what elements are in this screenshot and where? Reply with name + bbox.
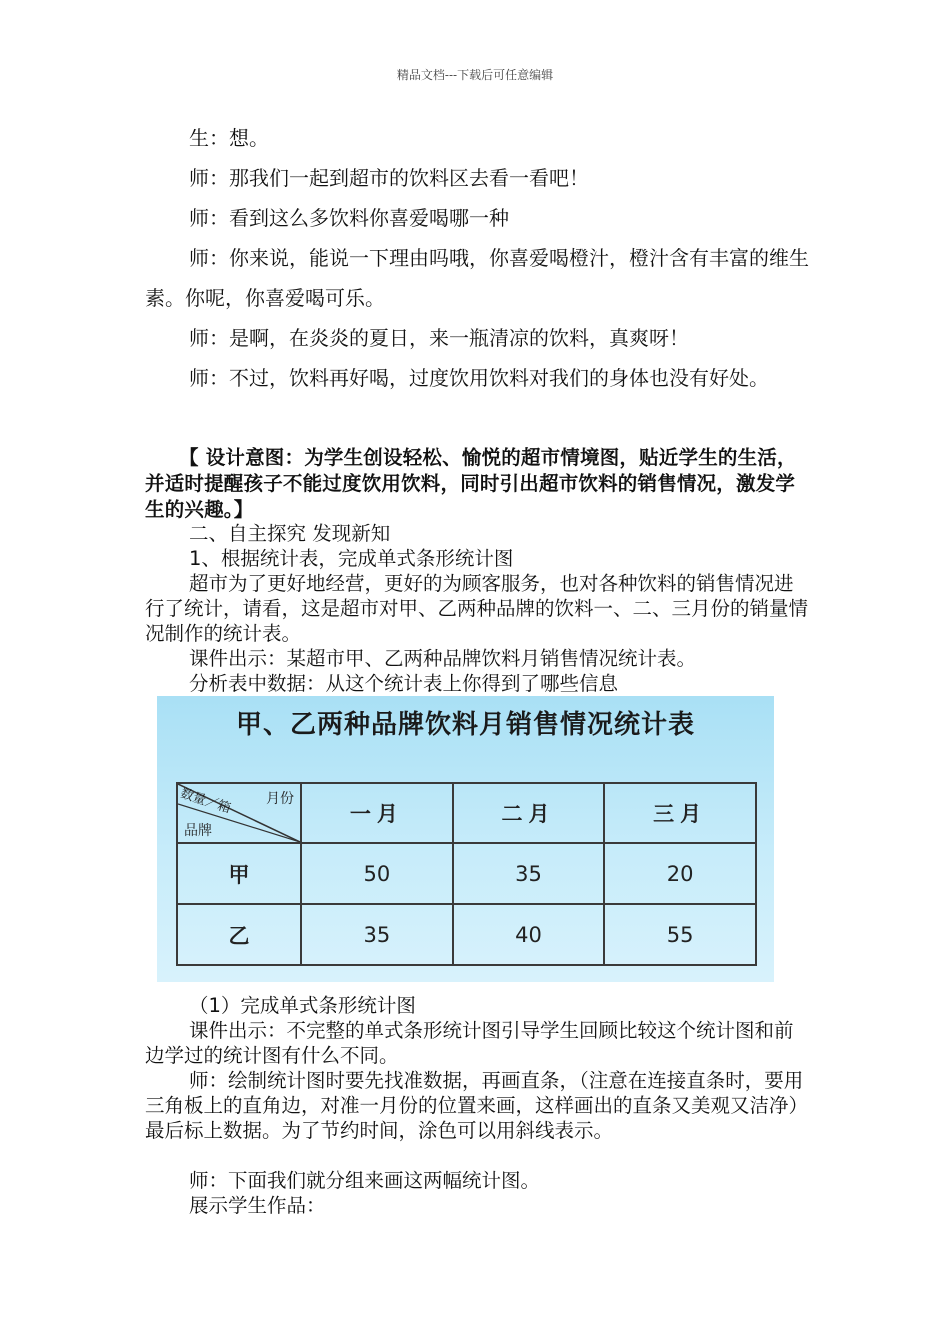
- paragraph: 展示学生作品：: [189, 1194, 326, 1217]
- paragraph: 师：下面我们就分组来画这两幅统计图。: [189, 1169, 541, 1192]
- paragraph: 超市为了更好地经营，更好的为顾客服务，也对各种饮料的销售情况进行了统计，请看，这是超市对甲、乙两种品牌的饮料一、二、三月份的销量情况制作的统计表。: [145, 572, 809, 645]
- table-title: 甲、乙两种品牌饮料月销售情况统计表: [235, 710, 695, 740]
- paragraph: （1）完成单式条形统计图: [189, 994, 416, 1017]
- subsection-heading: 1、根据统计表，完成单式条形统计图: [189, 547, 514, 570]
- value-cell: 40: [453, 904, 605, 965]
- value-cell: 20: [604, 843, 756, 904]
- paragraph: 师：不过，饮料再好喝，过度饮用饮料对我们的身体也没有好处。: [189, 366, 769, 390]
- page-header: 精品文档---下载后可任意编辑: [396, 68, 554, 82]
- design-intent: 【 设计意图：为学生创设轻松、愉悦的超市情境图，贴近学生的生活，并适时提醒孩子不能过度饮用饮料，同时引出超市饮料的销售情况，激发学生的兴趣。】: [145, 446, 797, 521]
- corner-brand-label: 品牌: [184, 823, 212, 839]
- month-header: 二月: [453, 783, 605, 843]
- value-cell: 55: [604, 904, 756, 965]
- paragraph: 课件出示：不完整的单式条形统计图引导学生回顾比较这个统计图和前边学过的统计图有什么不同。: [145, 1019, 794, 1067]
- corner-month-label: 月份: [266, 791, 294, 807]
- corner-qty-label: 数量／箱: [178, 786, 233, 817]
- month-header: 一月: [301, 783, 453, 843]
- section-heading: 二、自主探究 发现新知: [189, 522, 391, 545]
- table-row: [177, 904, 756, 965]
- month-header: 三月: [604, 783, 756, 843]
- paragraph: 生：想。: [189, 126, 269, 150]
- brand-cell: 乙: [177, 904, 301, 965]
- paragraph: 师：看到这么多饮料你喜爱喝哪一种: [189, 206, 509, 230]
- value-cell: 35: [301, 904, 453, 965]
- sales-table-image: [157, 696, 774, 982]
- value-cell: 50: [301, 843, 453, 904]
- paragraph: 师：那我们一起到超市的饮料区去看一看吧！: [189, 166, 589, 190]
- table-row: [177, 843, 756, 904]
- sales-table: [176, 782, 757, 966]
- paragraph: 师：是啊，在炎炎的夏日，来一瓶清凉的饮料，真爽呀！: [189, 326, 689, 350]
- brand-cell: 甲: [177, 843, 301, 904]
- paragraph: 课件出示：某超市甲、乙两种品牌饮料月销售情况统计表。: [189, 647, 697, 670]
- paragraph: 分析表中数据：从这个统计表上你得到了哪些信息: [189, 672, 619, 695]
- value-cell: 35: [453, 843, 605, 904]
- paragraph: 师：绘制统计图时要先找准数据，再画直条，（注意在连接直条时，要用三角板上的直角边，对准一月份的位置来画，这样画出的直条又美观又洁净）最后标上数据。为了节约时间，涂色可以用斜线表示。: [145, 1069, 809, 1142]
- corner-header-cell: [177, 783, 301, 843]
- paragraph: 师：你来说，能说一下理由吗哦，你喜爱喝橙汁，橙汁含有丰富的维生素。你呢，你喜爱喝可乐。: [145, 246, 809, 310]
